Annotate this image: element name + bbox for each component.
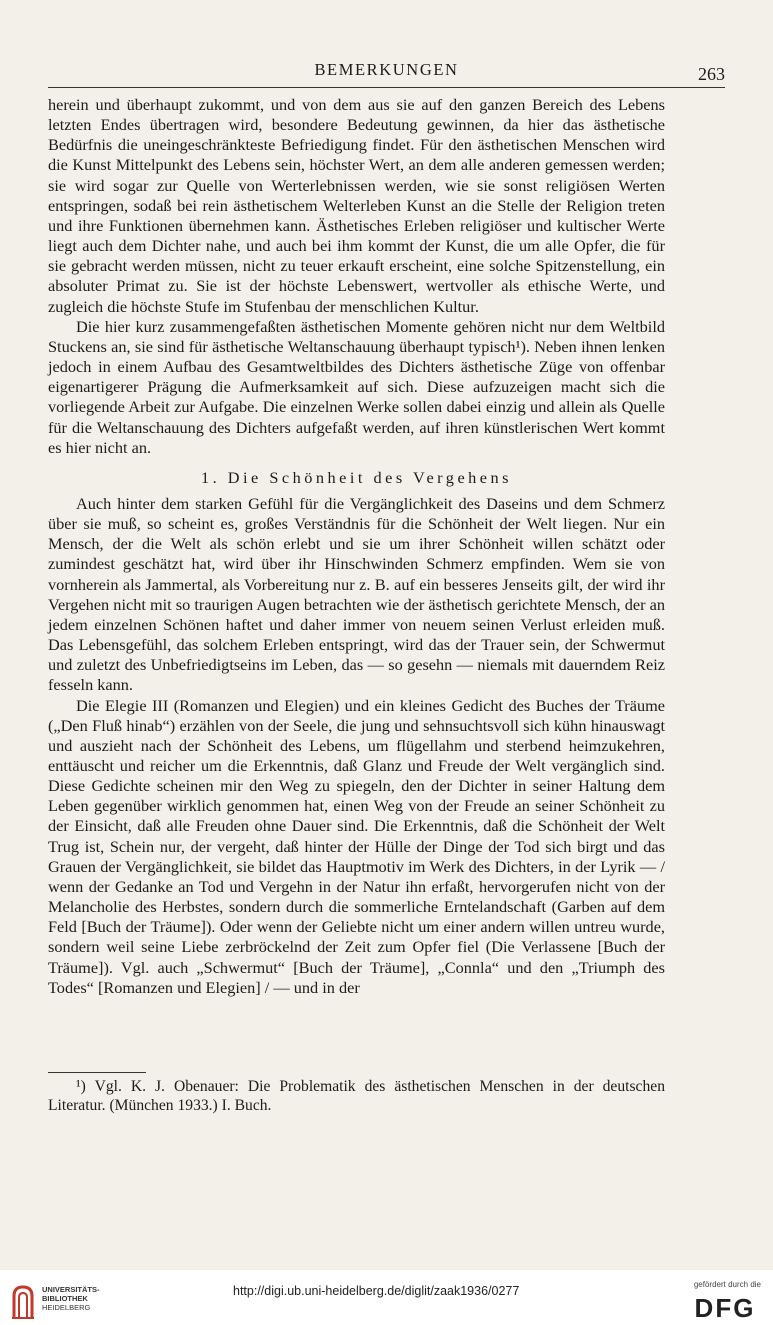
ub-heidelberg-logo-icon bbox=[10, 1284, 36, 1320]
header-rule bbox=[48, 87, 725, 88]
footnote-rule bbox=[48, 1072, 146, 1073]
digitization-footer bbox=[0, 1270, 773, 1325]
section-heading: 1. Die Schönheit des Vergehens bbox=[200, 467, 513, 487]
paragraph: Auch hinter dem starken Gefühl für die Vergänglichkeit des Daseins und dem Schmerz über sie muß, so scheint es, großes Verständnis für die Schönheit der Welt liegen. Nur ein Mensch, der die Welt als schön erlebt und sie um ihrer Schönheit willen schätzt oder zumindest geschätzt hat, wird über ihr Hinschwinden Schmerz empfinden. Wem sie von vornherein als Jammertal, als Vorbereitung nur z. B. auf ein besseres Jenseits gilt, der wird ihr Vergehen nicht mit so traurigen Augen betrachten wie der ästhetisch gerichtete Mensch, der an jedem einzelnen Schönen haftet und daher immer von neuem seinen Verlust erleiden muß. Das Lebensgefühl, das solchem Erleben entspringt, wird das der Trauer sein, der Schwermut und zuletzt des Unbefriedigtseins im Leben, das — so gesehn — niemals mit dauerndem Reiz fesseln kann. bbox=[48, 493, 665, 695]
page-header bbox=[48, 60, 725, 86]
body-text bbox=[48, 95, 665, 998]
svg-text:DFG: DFG bbox=[694, 1294, 756, 1320]
paragraph: Die Elegie III (Romanzen und Elegien) und ein kleines Gedicht des Buches der Träume („Den Fluß hinab“) erzählen von der Seele, die jung und sehnsuchtsvoll sich kühn hinauswagt und auszieht nach der Schönheit des Lebens, um flügellahm und sterbend heimzukehren, enttäuscht und reicher um die Erkenntnis, daß Glanz und Freude der Welt vergänglich sind. Diese Gedichte scheinen mir den Weg zu spiegeln, den der Dichter in seiner Haltung dem Leben gegenüber wirklich genommen hat, einen Weg von der Freude an seiner Schönheit zu der Einsicht, daß alle Freuden ohne Dauer sind. Die Erkenntnis, daß die Schönheit der Welt Trug ist, Schein nur, der vergeht, daß hinter der Hülle der Dinge der Tod sich birgt und das Grauen der Vergänglichkeit, sie bildet das Hauptmotiv im Werk des Dichters, in der Lyrik — / wenn der Gedanke an Tod und Vergehn in der Natur ihn erfaßt, hervorgerufen nicht von der Melancholie des Herbstes, sondern durch die sommerliche Erntelandschaft (Garben auf dem Feld [Buch der Träume]). Oder wenn der Geliebte nicht um einer andern willen untreu wurde, sondern weil seine Liebe zerbröckelnd der Zeit zum Opfer fiel (Die Verlassene [Buch der Träume]). Vgl. auch „Schwermut“ [Buch der Träume], „Connla“ und den „Triumph des Todes“ [Romanzen und Elegien] / — und in der bbox=[48, 695, 665, 997]
paragraph: herein und überhaupt zukommt, und von dem aus sie auf den ganzen Bereich des Lebens letzten Endes übertragen wird, besondere Bedeutung gewinnen, da hier das ästhetische Bedürfnis die uneingeschränkteste Befriedigung findet. Für den ästhetischen Menschen wird die Kunst Mittelpunkt des Lebens sein, höchster Wert, an dem alle anderen gemessen werden; sie wird sogar zur Quelle von Werterlebnissen werden, wie sie sonst religiösen Werten entspringen, sodaß bei rein ästhetischem Welterleben Kunst an die Stelle der Religion treten und ihre Funktionen übernehmen kann. Ästhetisches Erleben religiöser und kultischer Werte liegt auch dem Dichter nahe, und auch bei ihm kommt der Kunst, die um alle Opfer, die für sie gebracht werden müssen, nicht zu teuer erkauft erscheint, eine solche Spitzenstellung, ein absoluter Primat zu. Sie ist der höchste Lebenswert, wertvoller als ethische Werte, und zugleich die höchste Stufe im Stufenbau der menschlichen Kultur. bbox=[48, 95, 665, 316]
footnote: ¹) Vgl. K. J. Obenauer: Die Problematik des ästhetischen Menschen in der deutschen Literatur. (München 1933.) I. Buch. bbox=[48, 1078, 665, 1114]
running-head: BEMERKUNGEN bbox=[314, 60, 459, 79]
paragraph: Die hier kurz zusammengefaßten ästhetischen Momente gehören nicht nur dem Weltbild Stuckens an, sie sind für ästhetische Weltanschauung überhaupt typisch¹). Neben ihnen lenken jedoch in einem Aufbau des Gesamtweltbildes des Dichters ästhetische Züge von offenbar eigenartigerer Prägung die Aufmerksamkeit auf sich. Diese aufzuzeigen macht sich die vorliegende Arbeit zur Aufgabe. Die einzelnen Werke sollen dabei einzig und allein als Quelle für die Weltanschauung des Dichters aufgefaßt werden, auf ihren künstlerischen Wert kommt es hier nicht an. bbox=[48, 316, 665, 457]
dfg-logo bbox=[687, 1294, 763, 1320]
page-number: 263 bbox=[698, 64, 725, 84]
institution-name: UNIVERSITÄTS- BIBLIOTHEK HEIDELBERG bbox=[42, 1285, 100, 1312]
source-url-link[interactable]: http://digi.ub.uni-heidelberg.de/diglit/zaak1936/0277 bbox=[233, 1284, 520, 1298]
funder-caption: gefördert durch die bbox=[693, 1280, 761, 1289]
